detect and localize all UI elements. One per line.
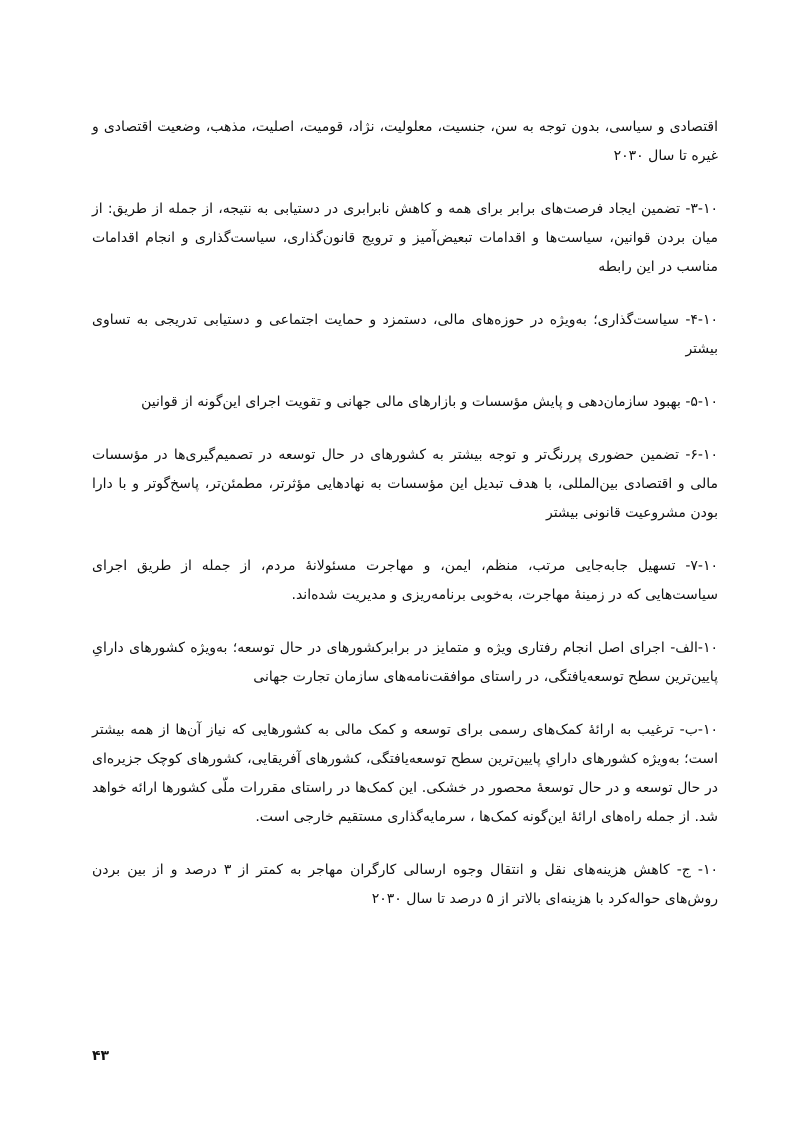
paragraph-target-10-6: ۶-۱۰- تضمین حضوری پررنگ‌تر و توجه بیشتر به کشورهای در حال توسعه در تصمیم‌گیری‌ها در مؤسسات مالی و اقتصادی بین‌المللی، با هدف تبدیل این مؤسسات به نهادهایی مؤثرتر، مطمئن‌تر، پاسخ‌گوتر و با دارا بودن مشروعیت قانونی بیشتر xyxy=(92,447,718,521)
paragraph-target-10-b: ۱۰-ب- ترغیب به ارائهٔ کمک‌های رسمی برای توسعه و کمک مالی به کشورهایی که نیاز آن‌ها از همه بیشتر است؛ به‌ویژه کشورهای دارایِ پایین‌ترین سطح توسعه‌یافتگی، کشورهای آفریقایی، کشورهای کوچک جزیره‌ای در حال توسعه و در حال توسعهٔ محصور در خشکی. این کمک‌ها در راستای مقررات ملّی کشورها ارائه خواهد شد. از جمله راه‌های ارائهٔ این‌گونه کمک‌ها ، سرمایه‌گذاری مستقیم خارجی است. xyxy=(92,722,718,825)
paragraph-target-10-7: ۷-۱۰- تسهیل جابه‌جایی مرتب، منظم، ایمن، و مهاجرت مسئولانهٔ مردم، از جمله از طریق اجرای سیاست‌هایی که در زمینهٔ مهاجرت، به‌خوبی برنامه‌ریزی و مدیریت شده‌اند. xyxy=(92,558,718,603)
paragraph-target-10-a: ۱۰-الف- اجرای اصل انجام رفتاری ویژه و متمایز در برابرکشورهای در حال توسعه؛ به‌ویژه کشورهای دارایِ پایین‌ترین سطح توسعه‌یافتگی، در راستای موافقت‌نامه‌های سازمان تجارت جهانی xyxy=(92,640,718,685)
paragraph-target-10-4: ۴-۱۰- سیاست‌گذاری؛ به‌ویژه در حوزه‌های مالی، دستمزد و حمایت اجتماعی و دستیابی تدریجی به تساوی بیشتر xyxy=(92,312,718,357)
page-content xyxy=(92,113,718,938)
paragraph-target-10-3: ۳-۱۰- تضمین ایجاد فرصت‌های برابر برای همه و کاهش نابرابری در دستیابی به نتیجه، از جمله از طریق: از میان بردن قوانین، سیاست‌ها و اقدامات تبعیض‌آمیز و ترویج قانون‌گذاری، سیاست‌گذاری و انجام اقدامات مناسب در این رابطه xyxy=(92,201,718,275)
paragraph-target-10-5: ۵-۱۰- بهبود سازمان‌دهی و پایش مؤسسات و بازارهای مالی جهانی و تقویت اجرای این‌گونه از قوانین xyxy=(141,394,718,410)
paragraph-target-10-c: ۱۰- ج- کاهش هزینه‌های نقل و انتقال وجوه ارسالی کارگران مهاجر به کمتر از ۳ درصد و از بین بردن روش‌های حواله‌کرد با هزینه‌ای بالاتر از ۵ درصد تا سال ۲۰۳۰ xyxy=(92,862,718,907)
paragraph-continuation: اقتصادی و سیاسی، بدون توجه به سن، جنسیت، معلولیت، نژاد، قومیت، اصلیت، مذهب، وضعیت اقتصادی و غیره تا سال ۲۰۳۰ xyxy=(92,119,718,164)
page-number: ۴۳ xyxy=(92,1048,110,1064)
